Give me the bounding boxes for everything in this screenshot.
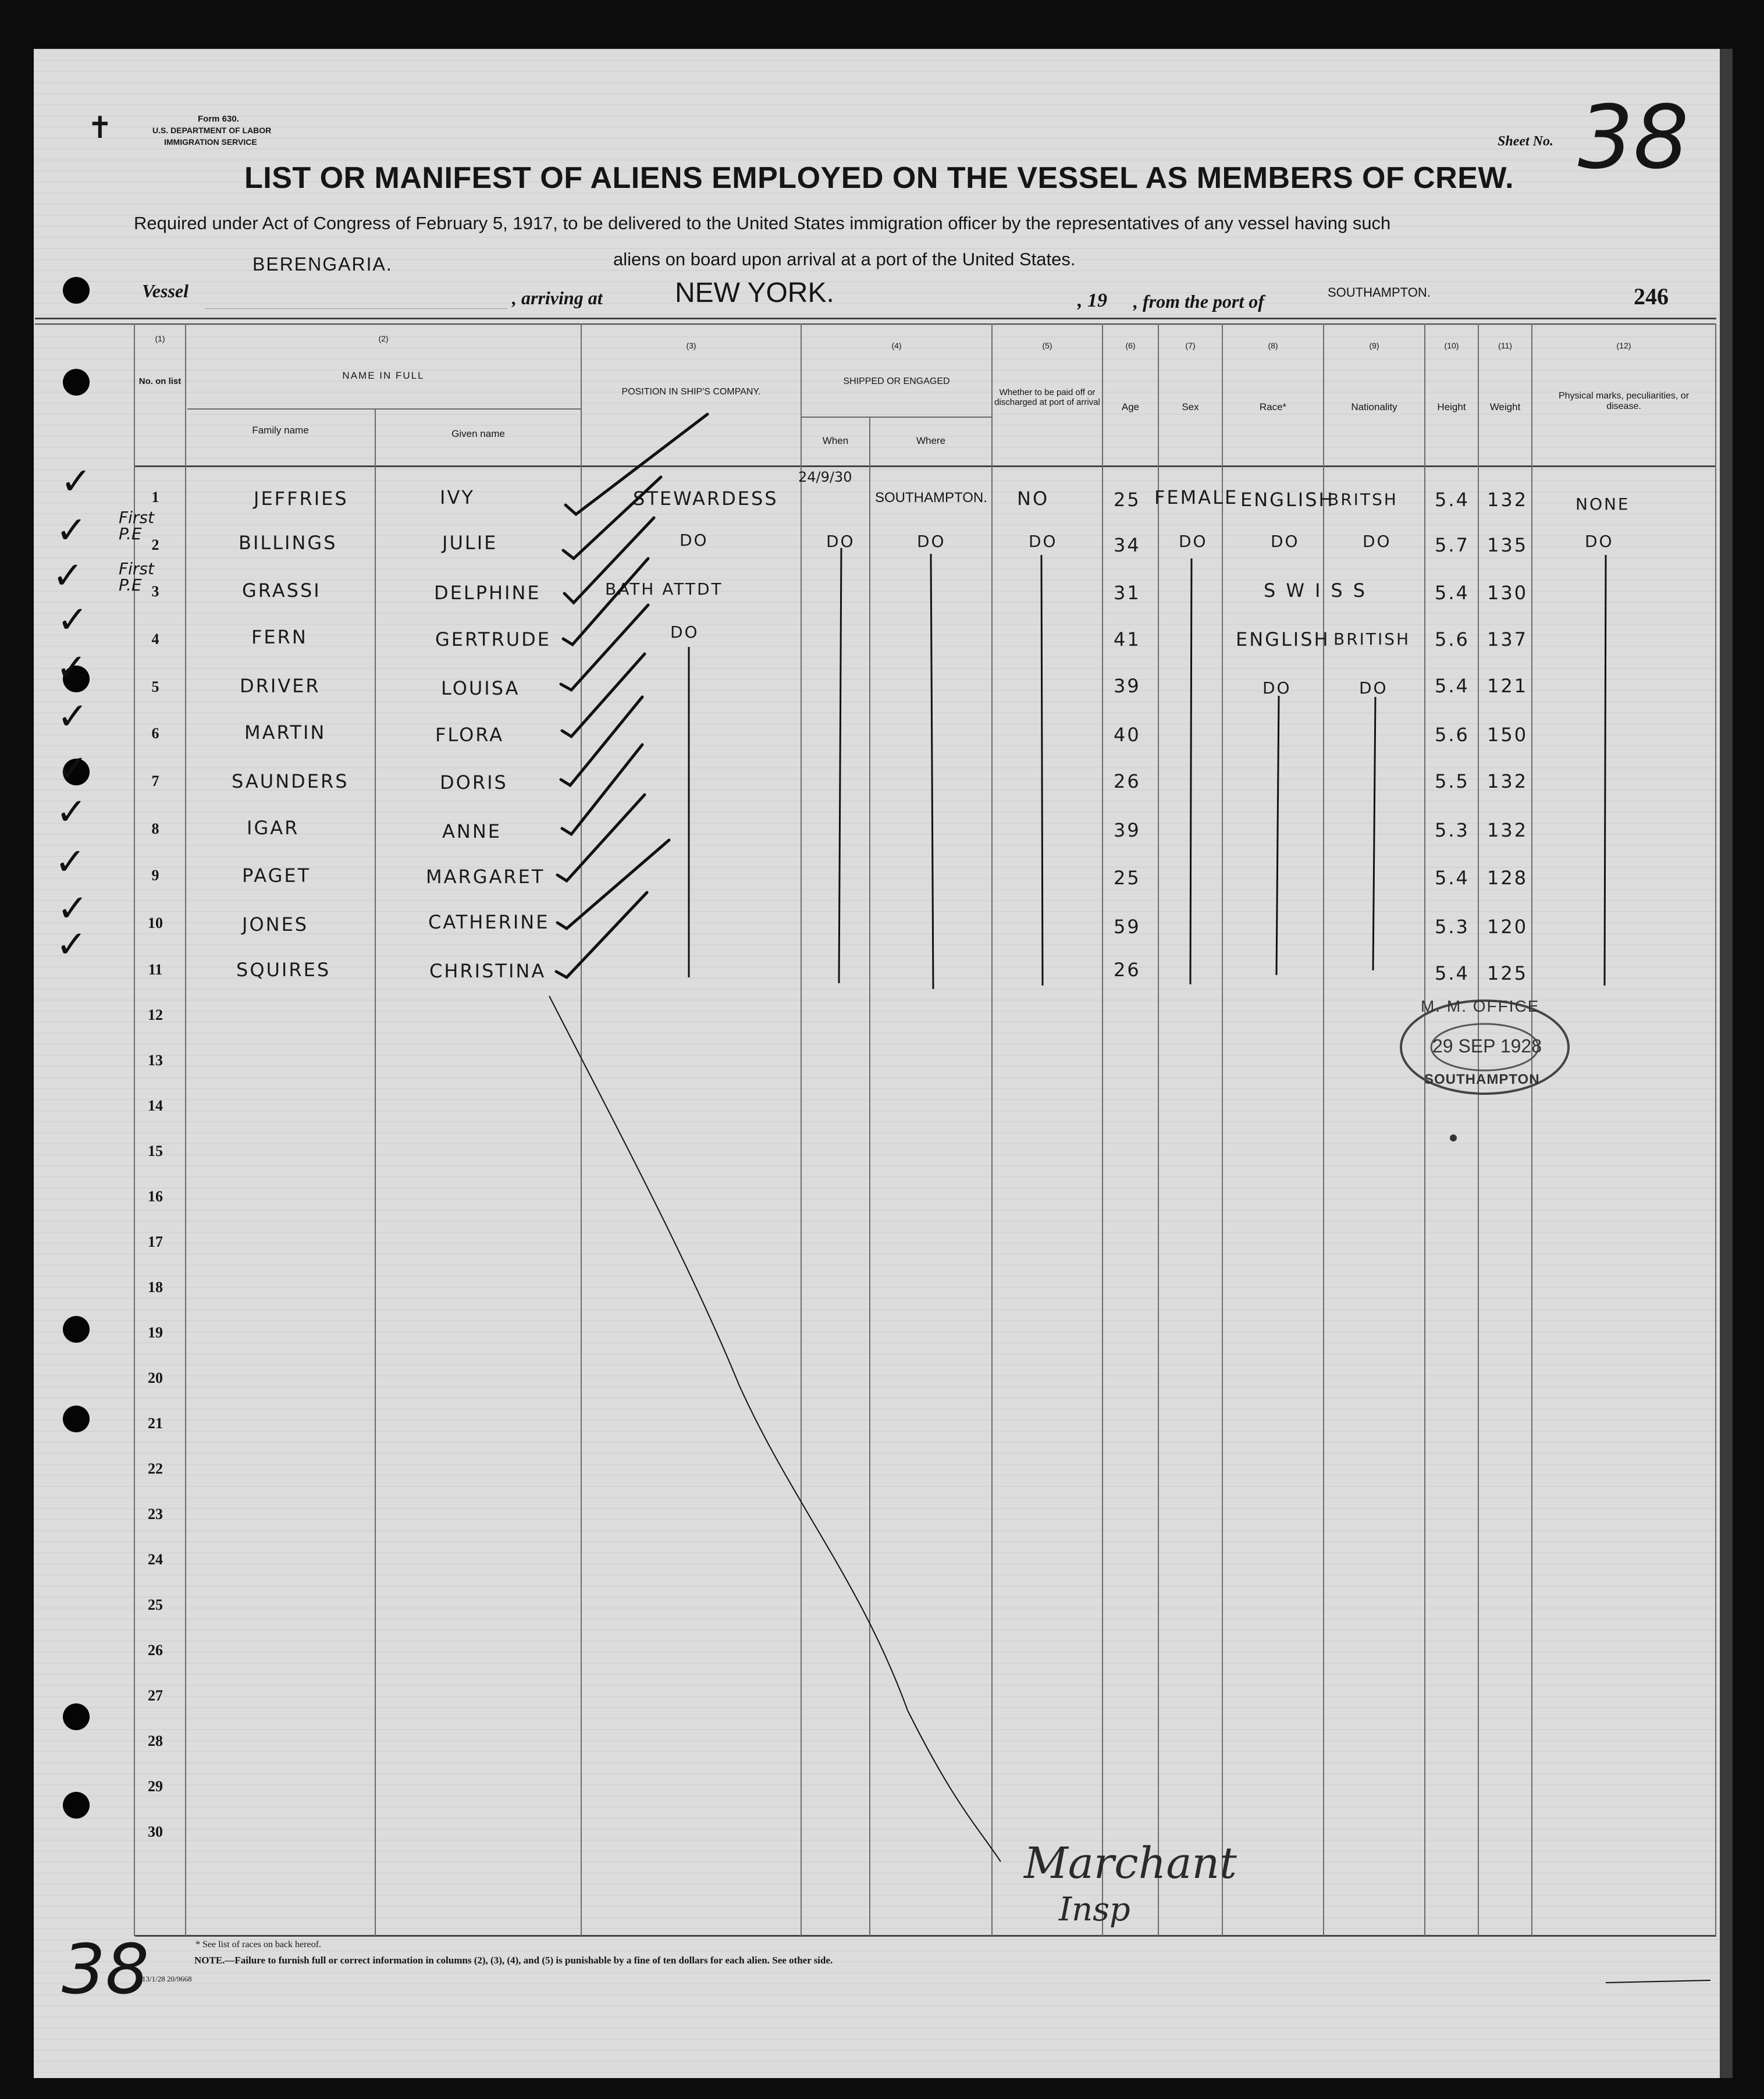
row-number: 10 [148,915,163,931]
family-name: IGAR [247,817,300,839]
row-number: 17 [148,1233,163,1250]
race: DO [1262,678,1292,698]
weight: 125 [1487,962,1528,984]
family-name: DRIVER [240,675,321,697]
given-name: FLORA [435,724,504,746]
weight: 135 [1487,534,1528,556]
height: 5.5 [1435,770,1470,792]
race: ENGLISH [1236,628,1330,650]
stamp-date: 29 SEP 1928 [1432,1036,1542,1056]
print-code: 13/1/28 20/9668 [142,1975,192,1983]
age: 40 [1114,724,1141,746]
row-number: 4 [151,631,159,648]
col10-header: Height [1437,401,1466,412]
height: 5.3 [1435,916,1470,938]
given-name: DORIS [440,771,508,794]
row-number: 16 [148,1188,163,1205]
height: 5.4 [1435,489,1470,511]
ditto-line [931,554,933,989]
age: 26 [1114,959,1141,981]
form-number: Form 630. [198,114,239,124]
row-number: 7 [151,773,159,789]
col10-number: (10) [1444,341,1459,350]
col9-number: (9) [1369,341,1379,350]
age: 59 [1114,916,1141,938]
col5-number: (5) [1042,341,1052,350]
check-stroke [562,745,642,834]
age: 26 [1114,770,1141,792]
row-number: 22 [148,1460,163,1477]
col12-number: (12) [1616,341,1631,350]
row-number: 20 [148,1369,163,1386]
family-name: BILLINGS [239,532,337,554]
col7-number: (7) [1185,341,1196,350]
row-number: 29 [148,1778,163,1795]
check-stroke [557,840,669,928]
given-name: LOUISA [441,677,520,699]
paid-off: DO [1029,532,1058,551]
col11-number: (11) [1498,341,1512,350]
check-mark: ✓ [56,791,87,834]
sex: DO [1179,532,1208,551]
age: 34 [1114,534,1141,556]
ditto-line [1041,555,1043,986]
col6-number: (6) [1125,341,1136,350]
row-number: 11 [148,961,163,978]
check-mark: ✓ [57,887,88,930]
closing-line [549,996,1001,1862]
nationality: BRITISH [1333,629,1411,649]
row-number: 13 [148,1052,163,1069]
vessel-name: BERENGARIA. [252,254,393,275]
col11-header: Weight [1489,401,1521,412]
age: 39 [1114,675,1141,697]
row-number: 25 [148,1596,163,1613]
check-stroke [561,605,648,690]
race: ENGLISH [1240,489,1335,511]
col12-header: Physical marks, peculiarities, or disease. [1558,391,1690,411]
col8-number: (8) [1268,341,1278,350]
list-number: 246 [1634,283,1669,309]
col7-header: Sex [1182,401,1199,412]
check-stroke [563,477,661,558]
office-stamp [1401,1001,1569,1141]
col5-header: Whether to be paid off or discharged at port of arrival [994,387,1100,407]
shipped-where: DO [917,532,946,551]
service-label: IMMIGRATION SERVICE [164,137,257,147]
corner-sheet-number: 38 [62,1929,150,2009]
col4b-header: Where [916,435,946,446]
row-number: 9 [151,867,159,884]
arriving-port: NEW YORK. [675,278,834,308]
col1-header: No. on list [138,376,182,386]
col2b-header: Given name [451,428,505,439]
check-mark: ✓ [61,460,92,503]
family-name: JONES [242,913,309,935]
row-number: 3 [151,583,159,600]
col3-header: POSITION IN SHIP'S COMPANY. [621,387,761,397]
subtitle-line2: aliens on board upon arrival at a port of the United States. [613,249,1076,269]
height: 5.3 [1435,819,1470,841]
year-label: , 19 [1077,290,1107,311]
row-number: 2 [151,536,159,553]
shipped-when: 24/9/30 [798,469,852,485]
nationality: BRITSH [1328,490,1398,509]
col9-header: Nationality [1351,401,1397,412]
weight: 128 [1487,867,1528,889]
vessel-label: Vessel [142,280,189,301]
given-name: GERTRUDE [435,628,551,650]
shipped-when: DO [826,532,855,551]
col1-number: (1) [155,334,165,343]
family-name: PAGET [242,864,311,887]
check-mark: ✓ [57,599,88,642]
weight: 150 [1487,724,1528,746]
weight: 121 [1487,675,1528,697]
check-mark: ✓ [57,695,88,738]
subtitle-line1: Required under Act of Congress of February 5, 1917, to be delivered to the United States immigration officer by the representatives of any vessel having such [134,213,1391,233]
weight: 120 [1487,916,1528,938]
footnote-races: * See list of races on back hereof. [195,1940,321,1949]
check-mark: ✓ [52,554,84,597]
col2-header: NAME IN FULL [342,370,425,381]
height: 5.4 [1435,675,1470,697]
col6-header: Age [1121,401,1140,412]
cross-mark: ✝ [87,111,113,145]
family-name: JEFFRIES [254,488,348,510]
position: DO [680,531,709,550]
height: 5.6 [1435,724,1470,746]
nationality: DO [1363,532,1392,551]
col2a-header: Family name [252,425,309,436]
department-label: U.S. DEPARTMENT OF LABOR [152,126,272,135]
given-name: CATHERINE [428,911,550,933]
col2-number: (2) [378,334,389,343]
check-mark: ✓ [57,748,88,791]
ditto-line [1276,696,1279,975]
row-number: 28 [148,1732,163,1749]
row-number: 24 [148,1551,163,1568]
height: 5.4 [1435,867,1470,889]
race: SWISS [1264,579,1376,602]
margin-note: First P.E [119,508,154,543]
weight: 132 [1487,489,1528,511]
check-mark: ✓ [56,923,87,966]
row-number: 19 [148,1324,163,1341]
weight: 132 [1487,819,1528,841]
height: 5.4 [1435,582,1470,604]
paid-off: NO [1017,488,1050,510]
ditto-line [1373,697,1375,970]
given-name: ANNE [442,820,502,842]
weight: 130 [1487,582,1528,604]
physical-marks: DO [1585,532,1614,551]
from-label: , from the port of [1133,291,1264,312]
given-name: IVY [440,486,475,508]
check-stroke [561,697,642,785]
ditto-line [839,548,841,983]
given-name: MARGARET [426,866,545,888]
race: DO [1271,532,1300,551]
family-name: SAUNDERS [232,770,349,792]
family-name: FERN [251,626,308,648]
check-mark: ✓ [56,646,87,689]
page-title: LIST OR MANIFEST OF ALIENS EMPLOYED ON THE VESSEL AS MEMBERS OF CREW. [244,161,1514,195]
shipped-where: SOUTHAMPTON. [875,490,987,506]
stamp-bottom: SOUTHAMPTON [1424,1072,1540,1087]
row-number: 21 [148,1415,163,1432]
physical-marks: NONE [1575,494,1630,514]
col4-header: SHIPPED OR ENGAGED [843,376,950,386]
height: 5.7 [1435,534,1470,556]
row-number: 8 [151,820,159,837]
age: 39 [1114,819,1141,841]
sheet-number: 38 [1578,87,1689,188]
check-stroke [564,518,654,603]
given-name: CHRISTINA [429,960,546,982]
col4-number: (4) [891,341,902,350]
from-port: SOUTHAMPTON. [1328,285,1431,300]
margin-note: First P.E [119,559,154,595]
height: 5.4 [1435,962,1470,984]
position: STEWARDESS [633,488,778,510]
age: 25 [1114,867,1141,889]
check-stroke [556,892,647,977]
edge-rule [1606,1980,1710,1983]
family-name: MARTIN [244,721,326,743]
row-number: 23 [148,1506,163,1522]
row-number: 26 [148,1642,163,1659]
given-name: DELPHINE [434,582,541,604]
inspector-title: Insp [1059,1891,1130,1929]
age: 25 [1114,489,1141,511]
ditto-line [1190,558,1192,984]
footnote-penalty: NOTE.—Failure to furnish full or correct information in columns (2), (3), (4), and (5) is punishable by a fine of ten dollars for each alien. See other side. [194,1955,833,1966]
check-mark: ✓ [56,509,87,552]
check-stroke [562,654,645,737]
weight: 137 [1487,628,1528,650]
sex: FEMALE [1154,486,1239,508]
height: 5.6 [1435,628,1470,650]
row-number: 14 [148,1097,163,1114]
check-stroke [557,795,645,881]
row-number: 5 [151,678,159,695]
sheet-label: Sheet No. [1498,134,1553,149]
position: DO [670,622,699,642]
col4a-header: When [822,435,849,446]
nationality: DO [1359,678,1388,698]
position: BATH ATTDT [605,579,723,599]
inspector-signature: Marchant [1024,1838,1237,1888]
arriving-label: , arriving at [512,287,603,308]
ditto-line [1605,555,1606,986]
stamp-top: M. M. OFFICE [1421,997,1540,1015]
row-number: 15 [148,1143,163,1159]
age: 41 [1114,628,1141,650]
row-number: 18 [148,1279,163,1296]
col8-header: Race* [1259,401,1287,412]
family-name: SQUIRES [236,959,331,981]
row-number: 30 [148,1823,163,1840]
check-mark: ✓ [55,841,86,884]
family-name: GRASSI [242,579,321,602]
row-number: 12 [148,1006,163,1023]
col3-number: (3) [686,341,696,350]
row-number: 1 [151,489,159,506]
row-number: 6 [151,725,159,742]
row-number: 27 [148,1687,163,1704]
given-name: JULIE [442,532,498,554]
age: 31 [1114,582,1141,604]
weight: 132 [1487,770,1528,792]
